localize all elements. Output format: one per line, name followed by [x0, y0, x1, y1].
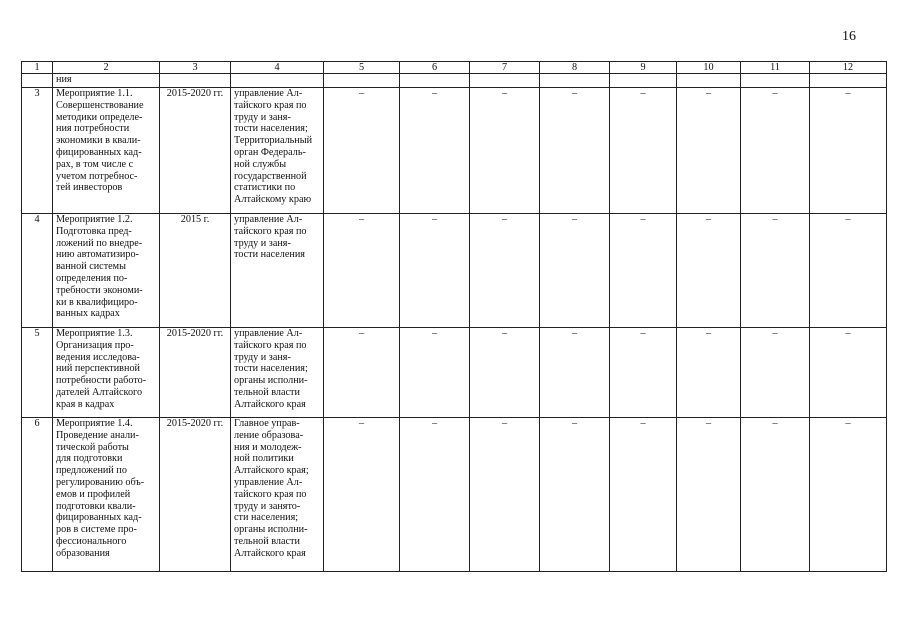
executor-line: государственной: [234, 170, 307, 182]
dash-cell: –: [677, 214, 741, 328]
event-cell: [53, 88, 160, 214]
dash-cell: –: [400, 418, 470, 572]
event-line: нию автоматизиро-: [56, 249, 139, 261]
continuation-text: ния: [53, 74, 160, 88]
plan-table: [21, 61, 887, 572]
event-cell: [53, 418, 160, 572]
cell: [610, 74, 677, 88]
event-line: Мероприятие 1.2.: [56, 214, 133, 225]
executor-line: Алтайского края: [234, 398, 306, 410]
event-line: для подготовки: [56, 453, 123, 465]
event-line: тической работы: [56, 441, 129, 453]
executor-line: сти населения;: [234, 512, 299, 524]
event-line: ванных кадрах: [56, 308, 120, 320]
cell: [231, 74, 324, 88]
executor-line: Алтайского края;: [234, 465, 309, 477]
cell: [470, 74, 540, 88]
event-line: ния потребности: [56, 123, 130, 135]
event-line: ванной системы: [56, 261, 126, 273]
table-row: [22, 328, 887, 418]
dash-cell: –: [400, 88, 470, 214]
dash-cell: –: [810, 418, 887, 572]
dash-cell: –: [610, 88, 677, 214]
executor-line: тайского края по: [234, 339, 307, 351]
executor-line: Алтайскому краю: [234, 194, 312, 206]
table-body: [22, 62, 887, 572]
row-number: 3: [22, 88, 53, 214]
executor-cell: [231, 214, 324, 328]
cell: [324, 74, 400, 88]
cell: [677, 74, 741, 88]
dash-cell: –: [677, 328, 741, 418]
event-line: ний перспективной: [56, 363, 140, 375]
dash-cell: –: [470, 214, 540, 328]
event-line: Мероприятие 1.3.: [56, 328, 133, 339]
event-line: Организация про-: [56, 339, 134, 351]
event-line: потребности работо-: [56, 375, 147, 387]
executor-line: ния и молодеж-: [234, 441, 302, 453]
dash-cell: –: [741, 328, 810, 418]
event-line: Подготовка пред-: [56, 225, 132, 237]
event-line: образования: [56, 547, 110, 559]
header-cell: 7: [470, 62, 540, 74]
executor-line: труду и заня-: [234, 351, 291, 363]
dash-cell: –: [610, 418, 677, 572]
executor-line: тайского края по: [234, 225, 307, 237]
header-cell: 11: [741, 62, 810, 74]
event-line: тей инвесторов: [56, 182, 123, 194]
dash-cell: –: [324, 418, 400, 572]
table-row: [22, 88, 887, 214]
continuation-row: [22, 74, 887, 88]
header-cell: 2: [53, 62, 160, 74]
event-line: Совершенствование: [56, 99, 144, 111]
cell: [540, 74, 610, 88]
period-cell: 2015-2020 гг.: [160, 418, 231, 572]
event-line: методики определе-: [56, 111, 143, 123]
cell: [810, 74, 887, 88]
period-cell: 2015 г.: [160, 214, 231, 328]
executor-line: ление образова-: [234, 429, 304, 441]
header-cell: 5: [324, 62, 400, 74]
dash-cell: –: [540, 214, 610, 328]
dash-cell: –: [540, 418, 610, 572]
dash-cell: –: [677, 418, 741, 572]
event-line: края в кадрах: [56, 398, 115, 410]
event-cell: [53, 328, 160, 418]
header-cell: 4: [231, 62, 324, 74]
row-number: 5: [22, 328, 53, 418]
table-row: [22, 214, 887, 328]
executor-line: органы исполни-: [234, 524, 308, 536]
executor-line: труду и заня-: [234, 111, 291, 123]
executor-line: управление Ал-: [234, 328, 303, 339]
dash-cell: –: [324, 328, 400, 418]
event-line: фицированных кад-: [56, 146, 142, 158]
cell: [741, 74, 810, 88]
dash-cell: –: [810, 328, 887, 418]
cell: [160, 74, 231, 88]
event-line: Мероприятие 1.1.: [56, 88, 133, 99]
event-line: ложений по внедре-: [56, 237, 143, 249]
executor-line: орган Федераль-: [234, 146, 306, 158]
header-cell: 6: [400, 62, 470, 74]
executor-line: управление Ал-: [234, 476, 303, 488]
cell: [400, 74, 470, 88]
dash-cell: –: [324, 88, 400, 214]
header-cell: 8: [540, 62, 610, 74]
event-line: рах, в том числе с: [56, 158, 134, 170]
event-line: ведения исследова-: [56, 351, 140, 363]
header-cell: 1: [22, 62, 53, 74]
executor-cell: [231, 88, 324, 214]
event-line: требности экономи-: [56, 284, 143, 296]
event-line: ров в системе про-: [56, 524, 137, 536]
table-row: [22, 418, 887, 572]
executor-line: управление Ал-: [234, 214, 303, 225]
executor-line: труду и занято-: [234, 500, 301, 512]
executor-cell: [231, 328, 324, 418]
period-cell: 2015-2020 гг.: [160, 88, 231, 214]
dash-cell: –: [610, 328, 677, 418]
executor-line: тайского края по: [234, 488, 307, 500]
row-number: 6: [22, 418, 53, 572]
cell: [22, 74, 53, 88]
executor-line: тости населения;: [234, 363, 308, 375]
header-cell: 12: [810, 62, 887, 74]
executor-line: Алтайского края: [234, 547, 306, 559]
dash-cell: –: [540, 88, 610, 214]
event-line: Мероприятие 1.4.: [56, 418, 133, 429]
executor-line: ной политики: [234, 453, 294, 465]
event-cell: [53, 214, 160, 328]
dash-cell: –: [741, 418, 810, 572]
executor-line: тости населения;: [234, 123, 308, 135]
dash-cell: –: [677, 88, 741, 214]
dash-cell: –: [540, 328, 610, 418]
executor-line: Главное управ-: [234, 418, 300, 429]
page-number: 16: [842, 29, 856, 44]
row-number: 4: [22, 214, 53, 328]
executor-line: ной службы: [234, 158, 287, 170]
dash-cell: –: [400, 328, 470, 418]
header-cell: 9: [610, 62, 677, 74]
executor-line: тайского края по: [234, 99, 307, 111]
executor-line: управление Ал-: [234, 88, 303, 99]
header-cell: 10: [677, 62, 741, 74]
executor-line: тельной власти: [234, 535, 300, 547]
event-line: определения по-: [56, 272, 128, 284]
dash-cell: –: [400, 214, 470, 328]
header-row: [22, 62, 887, 74]
dash-cell: –: [324, 214, 400, 328]
event-line: подготовки квали-: [56, 500, 136, 512]
dash-cell: –: [470, 88, 540, 214]
period-cell: 2015-2020 гг.: [160, 328, 231, 418]
dash-cell: –: [810, 88, 887, 214]
dash-cell: –: [741, 88, 810, 214]
dash-cell: –: [741, 214, 810, 328]
event-line: фицированных кад-: [56, 512, 142, 524]
event-line: учетом потребнос-: [56, 170, 138, 182]
event-line: дателей Алтайского: [56, 386, 143, 398]
executor-line: Территориальный: [234, 135, 313, 147]
executor-line: труду и заня-: [234, 237, 291, 249]
event-line: фессионального: [56, 535, 127, 547]
event-line: предложений по: [56, 465, 127, 477]
dash-cell: –: [470, 418, 540, 572]
executor-line: тельной власти: [234, 386, 300, 398]
event-line: регулированию объ-: [56, 476, 145, 488]
executor-cell: [231, 418, 324, 572]
executor-line: статистики по: [234, 182, 296, 194]
dash-cell: –: [810, 214, 887, 328]
dash-cell: –: [470, 328, 540, 418]
executor-line: органы исполни-: [234, 375, 308, 387]
executor-line: тости населения: [234, 249, 305, 261]
dash-cell: –: [610, 214, 677, 328]
event-line: Проведение анали-: [56, 429, 139, 441]
event-line: емов и профилей: [56, 488, 131, 500]
event-line: ки в квалифициро-: [56, 296, 138, 308]
event-line: экономики в квали-: [56, 135, 141, 147]
header-cell: 3: [160, 62, 231, 74]
